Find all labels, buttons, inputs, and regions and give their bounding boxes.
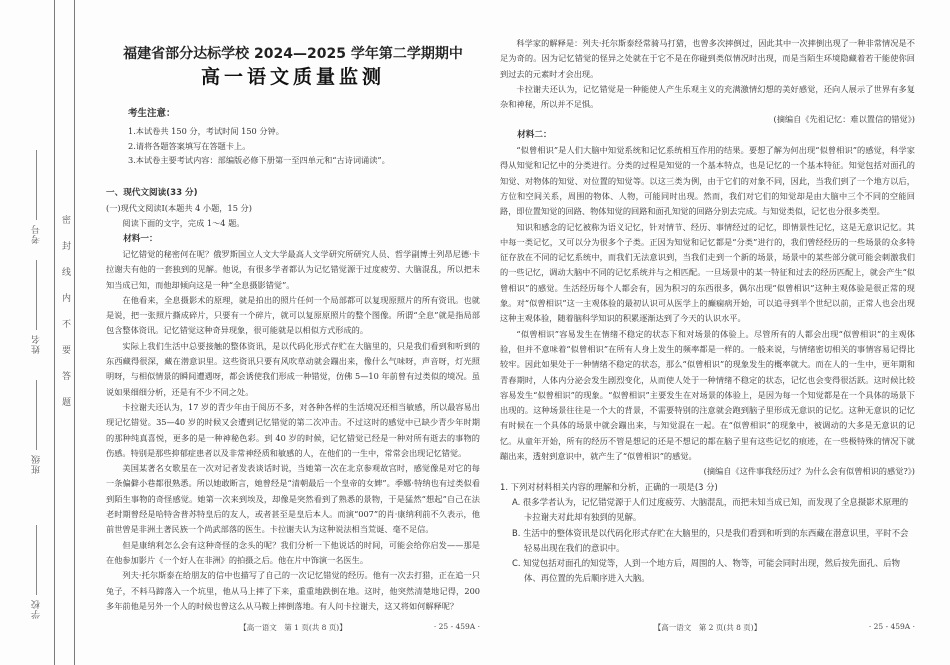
paragraph: 在他看来，全息摄影术的原理，就是拍出的照片任何一个局部都可以复现原照片的所有资讯。也就是说，把一张照片撕成碎片，只要有一个碎片，就可以复原原照片的整个图像。所谓“全息”就是指局部包含整体资讯。记忆错觉这种奇异现象，很可能就是以相似方式形成的。 — [106, 294, 480, 336]
paragraph: 但是康纳利怎么会有这种奇怪的念头的呢？我们分析一下他说话的时间，可能会给你启发——那是在他参加影片《一个好人在非洲》的拍摄之后。他在片中饰演一名医生。 — [106, 539, 480, 565]
class-label: 班级 — [32, 454, 42, 474]
material1-heading: 材料一： — [123, 233, 158, 244]
exam-code: · 25 - 459A · — [868, 622, 915, 631]
seal-line-inner — [74, 0, 75, 665]
reading-instruction: 阅读下面的文字，完成 1～4 题。 — [122, 218, 245, 229]
name-field[interactable] — [30, 260, 43, 354]
paragraph: “似曾相识”是人们大脑中知觉系统和记忆系统相互作用的结果。要想了解为何出现“似曾相识”的感觉，科学家得从知觉和记忆中的分类进行。分类的过程是知觉的一个基本特点，也是记忆的一个基本特征。知觉包括对面孔的知觉、对物体的知觉、对位置的知觉等。以这三类为例，由于它们的对象不同，因此，当我们到了一个地方以后，方位和空间关系，周围的物体、人物，可能同时出现。然而，我们对它们的知觉却是由大脑中三个不同的空能回路，即位置知觉的回路、物体知觉的回路和面孔知觉的回路分别去完成。与知觉类似，记忆也分很多类型。 — [500, 145, 915, 217]
question-stem: 1. 下列对材料相关内容的理解和分析，正确的一项是(3 分) — [500, 481, 718, 492]
paragraph: 科学家的解释是：列夫·托尔斯泰经常骑马打猎，也曾多次摔倒过，因此其中一次摔倒出现了一种非常情况是不足为奇的。因为记忆错觉的怪异之处就在于它不是在你碰到类似情况时出现，而是当陌生环境隐藏着若干能使你回到过去的元素时才会出现。 — [500, 38, 915, 79]
binding-margin — [0, 0, 90, 665]
paragraph: 知识和感念的记忆被称为语义记忆，针对情节、经历、事情经过的记忆，即情景性记忆，这是无意识记忆。其中每一类记忆，又可以分为很多个子类。正因为知觉和记忆都是“分类”进行的，我们曾经经历的一些场景的众多特征存放在不同的记忆系统中，而我们无法意识到，当我们走到一个新的场景，场景中的某些部分就可能会刺激我们的一些记忆，调动大脑中不同的记忆系统并与之相匹配。一旦场景中的某一特征和过去的经历匹配上，就会产生“似曾相识”的感觉。生活经历每个人都会有，因为积习的东西很多，偶尔出现“似曾相识”这种主观体验是很正常的现象。对“似曾相识”这一主观体验的最初认识可从医学上的癫痫病开始，可以追寻到半个世纪以前，正常人也会出现这种主观体验，随着脑科学知识的积累逐渐达到了今天的认识水平。 — [500, 221, 915, 324]
answer-option-a[interactable]: A. 很多学者认为，记忆错觉源于人们过度疲劳、大脑混乱，而把未知当成已知，而发现了全息摄影术原理的卡拉谢夫对此却有独到的见解。 — [512, 496, 909, 523]
paragraph: 记忆错觉的秘密何在呢？俄罗斯国立人文大学最高人文学研究所研究人员、哲学副博士列昂尼德·卡拉谢夫有他的一套独到的见解。他说，有很多学者都认为记忆错觉源于过度疲劳、大脑混乱，所以把未知当成已知，而他却倾向这是一种“全息摄影错觉”。 — [106, 248, 480, 290]
exam-title: 福建省部分达标学校 2024—2025 学年第二学期期中 — [123, 46, 463, 62]
exam-subtitle: 高一语文质量监测 — [200, 66, 385, 88]
section-heading: 一、现代文阅读(33 分) — [106, 187, 198, 198]
school-field[interactable] — [30, 525, 43, 619]
notice-heading: 考生注意： — [128, 108, 176, 119]
exam-page-1 — [106, 36, 480, 614]
paragraph: 列夫·托尔斯泰在给朋友的信中也描写了自己的一次记忆错觉的经历。他有一次去打猎，正在追一只兔子，不料马蹄落入一个坑里，他从马上摔了下来，重重地跌倒在地。这时，他突然清楚地记得，200 多年前他是另外一个人的时候也曾这么从马鞍上摔倒落地。有人问卡拉谢夫，这又将如何解释呢？ — [106, 570, 480, 611]
seal-line-outer — [54, 0, 55, 665]
paragraph: 卡拉谢夫还认为，记忆错觉是一种能使人产生乐观主义的充满激情幻想的美好感觉，还向人展示了世界有多复杂和神秘，所以并不足惧。 — [500, 83, 915, 110]
exam-number-label: 考号 — [32, 224, 42, 244]
paragraph: 美国某著名女歌星在一次对记者发表谈话时说，当她第一次在北京参观故宫时，感觉像是对它的每一条偏僻小巷都很熟悉。所以她敢断言，她曾经是“清朝最后一个皇帝的女婢”。季娜·特纳也有过类似看到陌生事物的奇怪感觉。她第一次来到埃及，却像是突然看到了熟悉的景物，于是猛然“想起”自己在法老时期曾经是哈特舍普苏特皇后的友人，或者甚至是皇后本人。而演“007”的肖·康纳利前不久表示，他前世曾是非洲土著民族一个尚武部落的医生。卡拉谢夫认为这种说法相当荒诞、毫不足信。 — [106, 463, 480, 535]
page-number-label: 【高一语文 第 1 页(共 8 页)】 — [239, 623, 347, 632]
seal-warning-text: 密封线内不要答题 — [60, 215, 70, 423]
subsection-heading: (一)现代文阅读Ⅰ(本题共 4 小题，15 分) — [106, 203, 252, 214]
source-citation: (摘编自《这件事我经历过？为什么会有似曾相识的感觉?》) — [703, 466, 915, 477]
class-field[interactable] — [30, 380, 43, 474]
exam-page-2 — [500, 36, 915, 587]
exam-number-field[interactable] — [30, 150, 43, 244]
page-number-label: 【高一语文 第 2 页(共 8 页)】 — [653, 623, 762, 632]
paragraph: “似曾相识”容易发生在情绪不稳定的状态下和对场景的体验上。尽管所有的人都会出现“似曾相识”的主观体验，但并不意味着“似曾相识”在所有人身上发生的频率都是一样的。一般来说，与情绪密切相关的事情容易记得比较牢。因此如果处于一种情绪不稳定的状态，那么“似曾相识”的现象发生的概率就大。而在人的一生中，更年期和青春期时，人体内分泌会发生剧烈变化，从而使人处于一种情绪不稳定的状态，记忆也会变得很活跃。这时候比较容易发生“似曾相识”的现象。“似曾相识”主要发生在对场景的体验上，是因为每一个知觉都是在一个具体的场景下出现的。这种场景往往是一个大的背景，不需要特别的注意就会跑到脑子里形成无意识的记忆。这种无意识的记忆有时候在一个具体的场景中就会蹦出来，与知觉混在一起。在“似曾相识”的现象中，被调动的大多是无意识的记忆。从童年开始，所有的经历不管是想记的还是不想记的都在脑子里有这些记忆的痕迹，在一些极特殊的情况下就蹦出来，透射到意识中，就产生了“似曾相识”的感觉。 — [500, 328, 915, 462]
answer-option-b[interactable]: B. 生活中的整体资讯是以代码化形式存贮在大脑里的，只是我们看到和听到的东西藏在潜意识里，平时不会轻易出现在我们的意识中。 — [512, 527, 909, 553]
source-citation: (摘编自《先祖记忆：难以置信的错觉》) — [773, 114, 915, 125]
school-label: 学校 — [32, 599, 42, 619]
notice-item: 3.本试卷主要考试内容：部编版必修下册第一至四单元和“古诗词诵读”。 — [128, 155, 390, 166]
notice-item: 1.本试卷共 150 分，考试时间 150 分钟。 — [128, 126, 284, 137]
exam-code: · 25 - 459A · — [433, 622, 480, 631]
candidate-notice — [128, 106, 480, 168]
paragraph: 卡拉谢夫还认为，17 岁的青少年由于阅历不多，对各种各样的生活境况还相当敏感，所以最容易出现记忆错觉。35—40 岁的时候又会遭到记忆错觉的第二次冲击。不过这时的感觉中已缺少青少年时期的那种纯真喜悦，更多的是一种神秘色彩。到 40 岁的时候，记忆错觉已经是一种对所有逝去的事物的伤感。特别是那些抑郁症患者以及非常神经质和敏感的人，在他们的一生中，常常会出现记忆错觉。 — [106, 401, 480, 458]
name-label: 姓名 — [32, 334, 42, 354]
answer-option-c[interactable]: C. 知觉包括对面孔的知觉等，人到一个地方后，周围的人、物等，可能会同时出现，然后按先面孔、后物体、再位置的先后顺序进入大脑。 — [512, 558, 901, 584]
material2-heading: 材料二： — [517, 129, 552, 140]
paragraph: 实际上我们生活中总要接触的整体资讯，是以代码化形式存贮在大脑里的，只是我们看到和听到的东西藏得很深，藏在潜意识里。这些资讯只要有风吹草动就会蹦出来，像什么气味呀，声音呀，灯光照明呀，与相似情景的瞬间遭遇呀，都会诱使我们形成一种错觉，仿佛 5—10 年前曾有过类似的境况。虽说如果细细分析，还是有不少不同之处。 — [106, 340, 480, 397]
notice-item: 2.请将各题答案填写在答题卡上。 — [128, 140, 251, 151]
